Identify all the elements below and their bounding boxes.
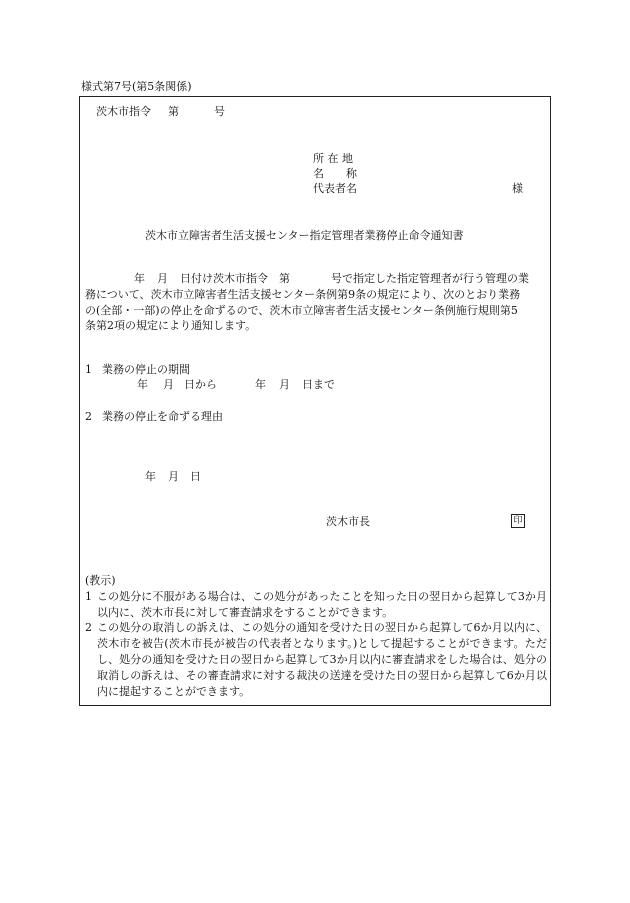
honorific-sama: 様 — [512, 182, 523, 195]
body-line1-rest: 日付け茨木市指令 第 — [180, 272, 290, 285]
body-year: 年 — [134, 272, 145, 285]
body-month: 月 — [157, 272, 168, 285]
period-from-year: 年 — [137, 378, 148, 391]
period-to-year: 年 — [255, 378, 266, 391]
notice-item-2-text: この処分の取消しの訴えは、この処分の通知を受けた日の翌日から起算して6か月以内に、茨木市を被告(茨木市長が被告の代表者となります。)として提起することができます。ただし、処分の通知を受けた日の翌日から起算して3か月以内に審査請求をした場合は、処分の取消しの訴えは、その審査請求に対する裁決の送達を受けた日の翌日から起算して6か月以内に提起することができます。 — [97, 621, 547, 698]
reference-prefix: 茨木市指令 — [96, 105, 151, 118]
notice-heading: (教示) — [85, 574, 116, 587]
reference-go: 号 — [214, 105, 225, 118]
date-year: 年 — [145, 470, 156, 483]
reference-dai: 第 — [168, 105, 179, 118]
period-to-month: 月 — [279, 378, 290, 391]
body-line4: 条第2項の規定により通知します。 — [85, 319, 257, 332]
date-month: 月 — [168, 470, 179, 483]
body-line2: 務について、茨木市立障害者生活支援センター条例第9条の規定により、次のとおり業務 — [85, 288, 521, 301]
notice-item-2-number: 2 — [85, 621, 92, 634]
address-label: 所 在 地 — [313, 152, 353, 165]
date-day: 日 — [190, 470, 201, 483]
body-line1-tail: 号で指定した指定管理者が行う管理の業 — [331, 272, 529, 285]
notice-item-1-number: 1 — [85, 590, 92, 603]
body-line3: の(全部・一部)の停止を命ずるので、茨木市立障害者生活支援センター条例施行規則第5 — [85, 304, 518, 317]
representative-label: 代表者名 — [313, 182, 357, 195]
item-2-number: 2 — [85, 410, 92, 423]
item-1-number: 1 — [85, 363, 92, 376]
period-from-day: 日から — [184, 378, 217, 391]
item-2-title: 業務の停止を命ずる理由 — [102, 410, 223, 423]
form-number-label: 様式第7号(第5条関係) — [81, 80, 192, 93]
seal-box: 印 — [511, 514, 525, 528]
period-to-day: 日まで — [302, 378, 335, 391]
document-title: 茨木市立障害者生活支援センター指定管理者業務停止命令通知書 — [145, 229, 464, 242]
notice-item-1-text: この処分に不服がある場合は、この処分があったことを知った日の翌日から起算して3か月以内に、茨木市長に対して審査請求をすることができます。 — [97, 590, 547, 619]
period-from-month: 月 — [163, 378, 174, 391]
name-label: 名 称 — [313, 167, 357, 180]
notice-item-2 — [85, 620, 547, 700]
item-1-title: 業務の停止の期間 — [102, 363, 190, 376]
mayor-title: 茨木市長 — [326, 515, 370, 528]
notice-item-1 — [85, 589, 547, 621]
